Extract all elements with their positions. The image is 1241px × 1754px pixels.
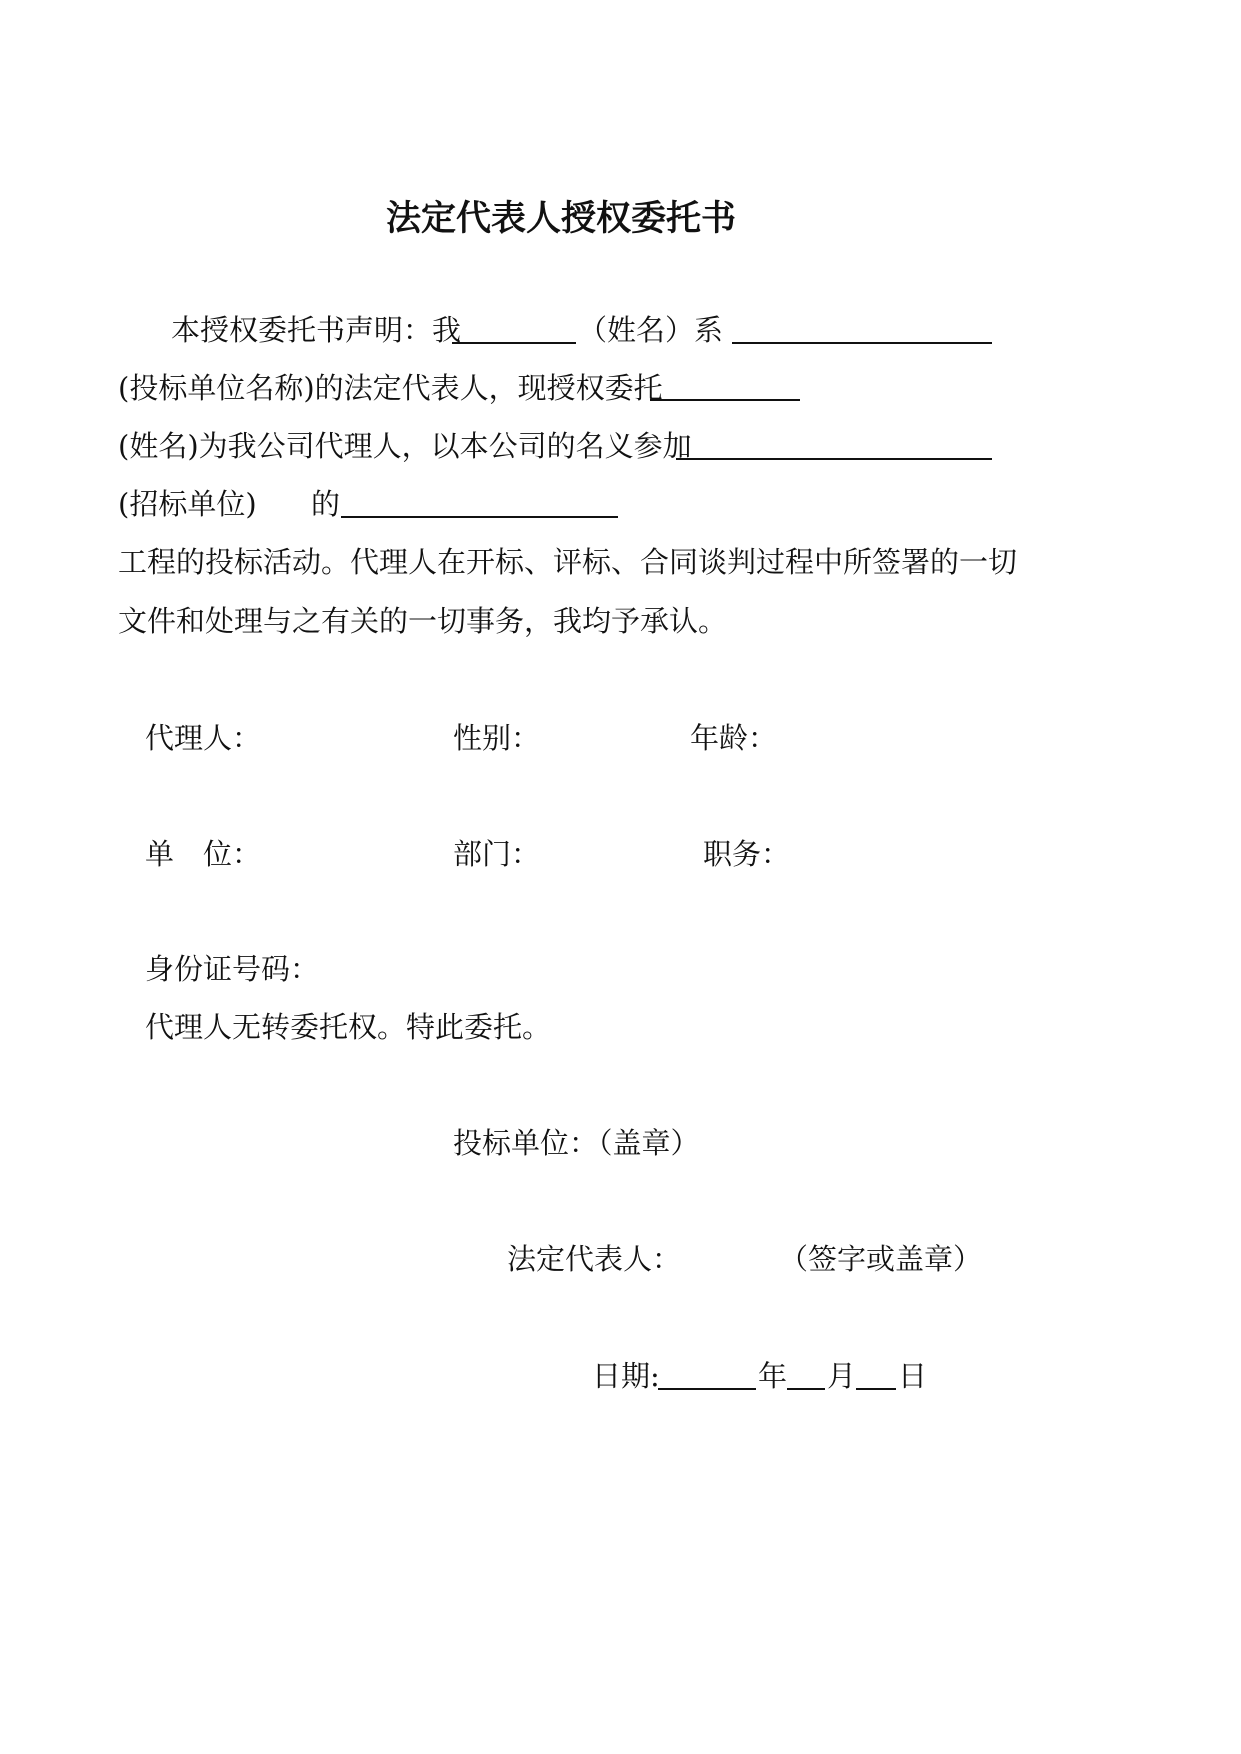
bidder-name-blank[interactable] (732, 342, 992, 344)
date-label: 日期: (592, 1359, 660, 1393)
body-line-4-text: (招标单位) (118, 487, 257, 521)
year-blank[interactable] (658, 1388, 756, 1390)
unit-label: 单 位： (145, 837, 262, 871)
gender-label: 性别： (453, 721, 541, 755)
position-label: 职务： (703, 837, 791, 871)
body-line-2-text: (投标单位名称)的法定代表人，现授权委托 (118, 371, 663, 405)
month-label: 月 (827, 1359, 857, 1393)
department-label: 部门： (453, 837, 541, 871)
agent-name-blank[interactable] (650, 399, 800, 401)
year-label: 年 (758, 1359, 788, 1393)
month-blank[interactable] (787, 1388, 825, 1390)
tender-unit-blank[interactable] (341, 516, 618, 518)
day-label: 日 (898, 1359, 928, 1393)
legal-rep-signature-note: （签字或盖章） (779, 1242, 983, 1276)
body-line-3-text: (姓名)为我公司代理人，以本公司的名义参加 (118, 429, 692, 463)
body-line-6-text: 文件和处理与之有关的一切事务，我均予承认。 (118, 604, 728, 638)
age-label: 年龄： (690, 721, 778, 755)
id-number-label: 身份证号码： (145, 952, 320, 986)
agent-label: 代理人： (145, 721, 262, 755)
body-line-4-of: 的 (311, 487, 341, 521)
legal-rep-label: 法定代表人： (507, 1242, 682, 1276)
day-blank[interactable] (856, 1388, 896, 1390)
body-line-1-text: 本授权委托书声明：我 (171, 313, 462, 347)
body-line-5-text: 工程的投标活动。代理人在开标、评标、合同谈判过程中所签署的一切 (118, 545, 1018, 579)
project-name-blank[interactable] (676, 458, 992, 460)
closing-statement: 代理人无转委托权。特此委托。 (145, 1010, 552, 1044)
bidder-seal-label: 投标单位：（盖章） (453, 1126, 700, 1160)
name-blank[interactable] (452, 342, 576, 344)
body-line-1-suffix: （姓名）系 (578, 313, 724, 347)
page-title: 法定代表人授权委托书 (386, 198, 737, 239)
